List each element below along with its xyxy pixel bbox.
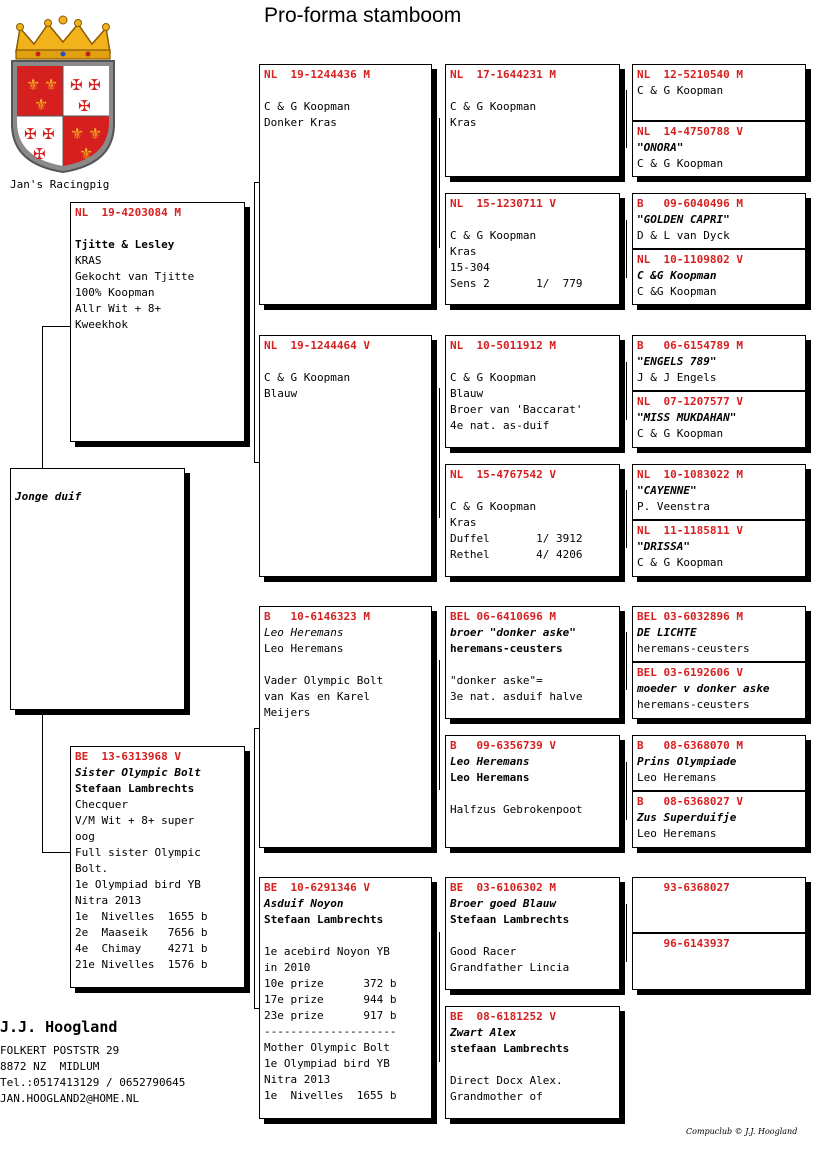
gen4-card[interactable] bbox=[632, 464, 806, 520]
detail-line: Meijers bbox=[264, 706, 311, 719]
connector-line bbox=[626, 762, 627, 820]
breeder-email[interactable]: JAN.HOOGLAND2@HOME.NL bbox=[0, 1092, 140, 1105]
detail-line: van Kas en Karel bbox=[264, 690, 370, 703]
breeder-city: 8872 NZ MIDLUM bbox=[0, 1060, 100, 1073]
gen4-card[interactable] bbox=[632, 391, 806, 448]
pigeon-name: broer "donker aske" bbox=[450, 626, 576, 639]
detail-line: 23e prize 917 b bbox=[264, 1009, 397, 1022]
connector-line bbox=[42, 326, 43, 468]
connector-line bbox=[626, 220, 627, 278]
ss-sire-card[interactable] bbox=[445, 64, 620, 177]
owner-label: C & G Koopman bbox=[637, 84, 724, 97]
sire-card[interactable] bbox=[70, 202, 245, 442]
detail-line: 21e Nivelles 1576 b bbox=[75, 958, 208, 971]
owner-label: C & G Koopman bbox=[637, 556, 724, 569]
owner-label: C & G Koopman bbox=[637, 157, 724, 170]
pigeon-name: "GOLDEN CAPRI" bbox=[637, 213, 730, 226]
pigeon-name: Asduif Noyon bbox=[264, 897, 344, 910]
gen4-card[interactable] bbox=[632, 606, 806, 662]
breeder-phone: Tel.:0517413129 / 0652790645 bbox=[0, 1076, 186, 1089]
ring-number: B 06-6154789 M bbox=[637, 339, 743, 352]
page-title: Pro-forma stamboom bbox=[264, 4, 462, 27]
loft-name: Jan's Racingpig bbox=[10, 178, 110, 191]
ring-number: NL 10-5011912 M bbox=[450, 339, 556, 352]
sd-dam-card[interactable] bbox=[445, 464, 620, 577]
ring-number: NL 10-1083022 M bbox=[637, 468, 743, 481]
svg-text:✠: ✠ bbox=[24, 125, 37, 143]
subject-name: Jonge duif bbox=[15, 490, 82, 503]
ring-number: NL 19-1244436 M bbox=[264, 68, 370, 81]
svg-text:✠: ✠ bbox=[88, 76, 101, 94]
owner-label: C & G Koopman bbox=[450, 371, 537, 384]
owner-label: heremans-ceusters bbox=[637, 642, 750, 655]
detail-line: 1e Olympiad bird YB bbox=[264, 1057, 390, 1070]
gen4-card[interactable] bbox=[632, 121, 806, 177]
detail-line: Duffel 1/ 3912 bbox=[450, 532, 583, 545]
connector-line bbox=[42, 710, 43, 852]
connector-line bbox=[626, 90, 627, 148]
pigeon-name: C &G Koopman bbox=[637, 269, 717, 282]
svg-text:⚜: ⚜ bbox=[34, 95, 49, 114]
owner-label: Leo Heremans bbox=[264, 642, 344, 655]
gen4-card[interactable] bbox=[632, 791, 806, 848]
pigeon-name: Sister Olympic Bolt bbox=[75, 766, 201, 779]
gen4-card[interactable] bbox=[632, 193, 806, 249]
owner-label: Tjitte & Lesley bbox=[75, 238, 175, 251]
detail-line: Good Racer bbox=[450, 945, 517, 958]
connector-line bbox=[42, 326, 70, 327]
connector-line bbox=[42, 852, 70, 853]
detail-line: 100% Koopman bbox=[75, 286, 155, 299]
detail-line: Full sister Olympic bbox=[75, 846, 201, 859]
owner-label: C & G Koopman bbox=[264, 371, 351, 384]
detail-line: Gekocht van Tjitte bbox=[75, 270, 195, 283]
detail-line: V/M Wit + 8+ super bbox=[75, 814, 195, 827]
dam-card[interactable] bbox=[70, 746, 245, 988]
detail-line: Kras bbox=[450, 116, 477, 129]
gen4-card[interactable] bbox=[632, 735, 806, 791]
connector-line bbox=[626, 362, 627, 420]
svg-text:⚜: ⚜ bbox=[79, 144, 94, 163]
owner-label: Stefaan Lambrechts bbox=[75, 782, 195, 795]
connector-line bbox=[254, 728, 255, 1008]
sire-dam-card[interactable] bbox=[259, 335, 432, 577]
detail-line: -------------------- bbox=[264, 1025, 397, 1038]
detail-line: 2e Maaseik 7656 b bbox=[75, 926, 208, 939]
owner-label: C &G Koopman bbox=[637, 285, 717, 298]
svg-text:✠: ✠ bbox=[42, 125, 55, 143]
connector-line bbox=[626, 632, 627, 690]
coat-of-arms-logo bbox=[8, 14, 118, 174]
owner-label: D & L van Dyck bbox=[637, 229, 730, 242]
detail-line: Vader Olympic Bolt bbox=[264, 674, 384, 687]
ring-number: NL 07-1207577 V bbox=[637, 395, 743, 408]
detail-line: 4e Chimay 4271 b bbox=[75, 942, 208, 955]
ring-number: NL 19-1244464 V bbox=[264, 339, 370, 352]
owner-label: C & G Koopman bbox=[264, 100, 351, 113]
svg-text:✠: ✠ bbox=[33, 145, 46, 163]
svg-text:⚜: ⚜ bbox=[44, 75, 59, 94]
gen4-card[interactable] bbox=[632, 933, 806, 990]
ss-dam-card[interactable] bbox=[445, 193, 620, 305]
ds-sire-card[interactable] bbox=[445, 606, 620, 719]
detail-line: 17e prize 944 b bbox=[264, 993, 397, 1006]
detail-line: Kweekhok bbox=[75, 318, 128, 331]
gen4-card[interactable] bbox=[632, 335, 806, 391]
ring-number: BE 13-6313968 V bbox=[75, 750, 181, 763]
pigeon-name: "MISS MUKDAHAN" bbox=[637, 411, 737, 424]
detail-line: 4e nat. as-duif bbox=[450, 419, 550, 432]
detail-line: 1e Olympiad bird YB bbox=[75, 878, 201, 891]
detail-line: oog bbox=[75, 830, 95, 843]
ring-number: NL 15-4767542 V bbox=[450, 468, 556, 481]
ring-number: BE 10-6291346 V bbox=[264, 881, 370, 894]
ring-number: NL 17-1644231 M bbox=[450, 68, 556, 81]
ring-number: BEL 03-6032896 M bbox=[637, 610, 743, 623]
owner-label: P. Veenstra bbox=[637, 500, 710, 513]
pigeon-name: Zus Superduifje bbox=[637, 811, 737, 824]
ring-number: BE 03-6106302 M bbox=[450, 881, 556, 894]
ring-number: NL 12-5210540 M bbox=[637, 68, 743, 81]
owner-label: heremans-ceusters bbox=[637, 698, 750, 711]
connector-line bbox=[439, 932, 440, 1062]
ring-number: NL 19-4203084 M bbox=[75, 206, 181, 219]
ring-number: 96-6143937 bbox=[637, 937, 730, 950]
dam-dam-card[interactable] bbox=[259, 877, 432, 1119]
subject-card[interactable] bbox=[10, 468, 185, 710]
detail-line: Grandmother of bbox=[450, 1090, 543, 1103]
detail-line: 1e Nivelles 1655 b bbox=[264, 1089, 397, 1102]
pigeon-name: Prins Olympiade bbox=[637, 755, 737, 768]
owner-label: C & G Koopman bbox=[450, 229, 537, 242]
owner-label: Stefaan Lambrechts bbox=[450, 913, 570, 926]
breeder-name: J.J. Hoogland bbox=[0, 1018, 118, 1036]
ring-number: B 09-6356739 V bbox=[450, 739, 556, 752]
svg-text:⚜: ⚜ bbox=[88, 124, 103, 143]
svg-text:✠: ✠ bbox=[78, 97, 91, 115]
owner-label: C & G Koopman bbox=[637, 427, 724, 440]
ring-number: BEL 06-6410696 M bbox=[450, 610, 556, 623]
breeder-contact bbox=[0, 1043, 185, 1107]
dd-dam-card[interactable] bbox=[445, 1006, 620, 1119]
owner-label: J & J Engels bbox=[637, 371, 717, 384]
detail-line: 3e nat. asduif halve bbox=[450, 690, 583, 703]
detail-line: Direct Docx Alex. bbox=[450, 1074, 563, 1087]
detail-line: Checquer bbox=[75, 798, 128, 811]
pigeon-name: moeder v donker aske bbox=[637, 682, 770, 695]
ring-number: B 09-6040496 M bbox=[637, 197, 743, 210]
ring-number: NL 11-1185811 V bbox=[637, 524, 743, 537]
detail-line: Nitra 2013 bbox=[264, 1073, 331, 1086]
gen4-card[interactable] bbox=[632, 662, 806, 719]
connector-line bbox=[439, 660, 440, 790]
owner-label: C & G Koopman bbox=[450, 500, 537, 513]
ring-number: 93-6368027 bbox=[637, 881, 730, 894]
connector-line bbox=[254, 182, 255, 462]
pigeon-name: "CAYENNE" bbox=[637, 484, 697, 497]
ring-number: B 08-6368070 M bbox=[637, 739, 743, 752]
ring-number: B 10-6146323 M bbox=[264, 610, 370, 623]
detail-line: Blauw bbox=[450, 387, 484, 400]
detail-line: Grandfather Lincia bbox=[450, 961, 570, 974]
gen4-card[interactable] bbox=[632, 249, 806, 305]
detail-line: KRAS bbox=[75, 254, 102, 267]
ds-dam-card[interactable] bbox=[445, 735, 620, 848]
breeder-address: FOLKERT POSTSTR 29 bbox=[0, 1044, 120, 1057]
connector-line bbox=[626, 904, 627, 962]
ring-number: B 08-6368027 V bbox=[637, 795, 743, 808]
detail-line: 1e acebird Noyon YB bbox=[264, 945, 390, 958]
gen4-card[interactable] bbox=[632, 520, 806, 577]
owner-label: Leo Heremans bbox=[637, 827, 717, 840]
dam-sire-card[interactable] bbox=[259, 606, 432, 848]
detail-line: Donker Kras bbox=[264, 116, 337, 129]
pigeon-name: "ENGELS 789" bbox=[637, 355, 717, 368]
owner-label: Stefaan Lambrechts bbox=[264, 913, 384, 926]
ring-number: BE 08-6181252 V bbox=[450, 1010, 556, 1023]
pigeon-name: Leo Heremans bbox=[450, 755, 530, 768]
ring-number: NL 10-1109802 V bbox=[637, 253, 743, 266]
detail-line: Sens 2 1/ 779 bbox=[450, 277, 583, 290]
detail-line: Mother Olympic Bolt bbox=[264, 1041, 390, 1054]
pigeon-name: DE LICHTE bbox=[637, 626, 697, 639]
connector-line bbox=[626, 490, 627, 548]
detail-line: Halfzus Gebrokenpoot bbox=[450, 803, 583, 816]
connector-line bbox=[439, 118, 440, 248]
detail-line: Kras bbox=[450, 516, 477, 529]
svg-text:✠: ✠ bbox=[70, 76, 83, 94]
detail-line: Bolt. bbox=[75, 862, 109, 875]
detail-line: in 2010 bbox=[264, 961, 311, 974]
detail-line: 1e Nivelles 1655 b bbox=[75, 910, 208, 923]
pigeon-name: Zwart Alex bbox=[450, 1026, 517, 1039]
ring-number: NL 14-4750788 V bbox=[637, 125, 743, 138]
ring-number: NL 15-1230711 V bbox=[450, 197, 556, 210]
detail-line: "donker aske"= bbox=[450, 674, 543, 687]
pigeon-name: Leo Heremans bbox=[264, 626, 344, 639]
sd-sire-card[interactable] bbox=[445, 335, 620, 448]
detail-line: Rethel 4/ 4206 bbox=[450, 548, 583, 561]
gen4-card[interactable] bbox=[632, 64, 806, 121]
owner-label: C & G Koopman bbox=[450, 100, 537, 113]
svg-text:⚜: ⚜ bbox=[70, 124, 85, 143]
connector-line bbox=[439, 388, 440, 518]
detail-line: Blauw bbox=[264, 387, 298, 400]
owner-label: Leo Heremans bbox=[637, 771, 717, 784]
detail-line: 10e prize 372 b bbox=[264, 977, 397, 990]
detail-line: Allr Wit + 8+ bbox=[75, 302, 162, 315]
detail-line: Nitra 2013 bbox=[75, 894, 142, 907]
svg-text:⚜: ⚜ bbox=[26, 75, 41, 94]
detail-line: Kras bbox=[450, 245, 477, 258]
owner-label: stefaan Lambrechts bbox=[450, 1042, 570, 1055]
gen4-card[interactable] bbox=[632, 877, 806, 933]
pigeon-name: Broer goed Blauw bbox=[450, 897, 556, 910]
owner-label: heremans-ceusters bbox=[450, 642, 563, 655]
ring-number: BEL 03-6192606 V bbox=[637, 666, 743, 679]
detail-line: Broer van 'Baccarat' bbox=[450, 403, 583, 416]
pigeon-name: "DRISSA" bbox=[637, 540, 690, 553]
pigeon-name: "ONORA" bbox=[637, 141, 684, 154]
dd-sire-card[interactable] bbox=[445, 877, 620, 990]
sire-sire-card[interactable] bbox=[259, 64, 432, 305]
footer-credit: Compuclub © J.J. Hoogland bbox=[686, 1127, 798, 1136]
owner-label: Leo Heremans bbox=[450, 771, 530, 784]
detail-line: 15-304 bbox=[450, 261, 490, 274]
